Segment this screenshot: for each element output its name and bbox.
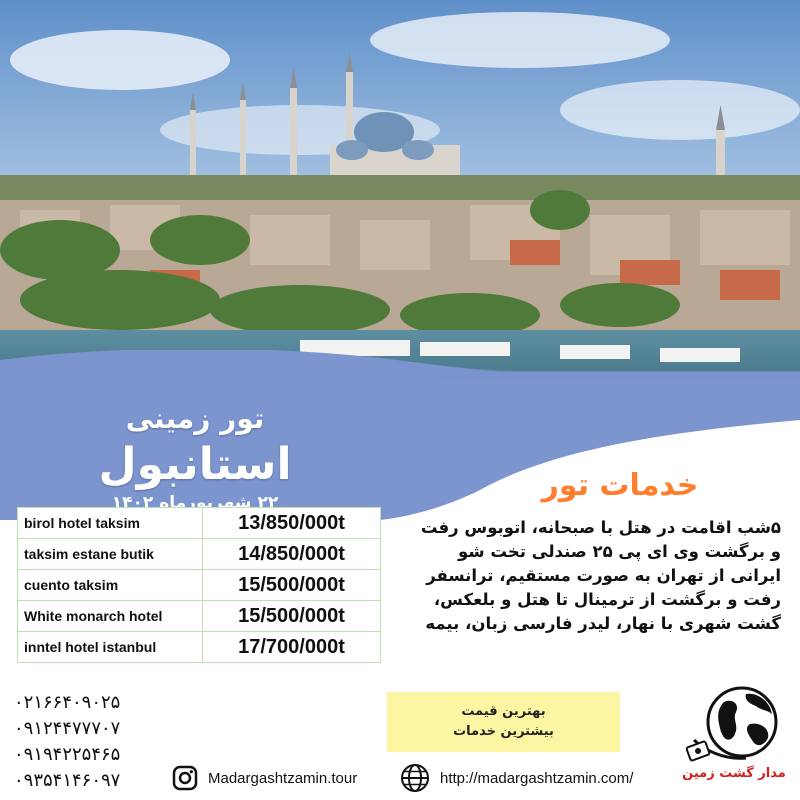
hotel-name: birol hotel taksim bbox=[18, 508, 203, 539]
instagram-handle[interactable]: Madargashtzamin.tour bbox=[208, 769, 358, 787]
tour-date: ۲۲ شهریورماه ۱۴۰۲ bbox=[111, 493, 279, 513]
tour-title-prefix: تور زمینی bbox=[125, 402, 265, 435]
promo-box bbox=[387, 692, 620, 752]
table-row bbox=[18, 601, 381, 632]
instagram-link[interactable] bbox=[172, 764, 357, 792]
hotel-price: 13/850/000t bbox=[203, 508, 381, 539]
tour-title bbox=[40, 392, 350, 489]
hotel-price: 15/500/000t bbox=[203, 570, 381, 601]
website-url[interactable]: http://madargashtzamin.com/ bbox=[440, 769, 634, 787]
table-row bbox=[18, 508, 381, 539]
promo-best-price: بهترین قیمت bbox=[461, 704, 546, 719]
table-row bbox=[18, 539, 381, 570]
hotel-name: taksim estane butik bbox=[18, 539, 203, 570]
hotel-name: White monarch hotel bbox=[18, 601, 203, 632]
phone-number[interactable]: ۰۲۱۶۶۴۰۹۰۲۵ bbox=[14, 692, 121, 713]
promo-most-services: بیشترین خدمات bbox=[453, 724, 554, 739]
services-line: و برگشت وی ای پی ۲۵ صندلی تخت شو bbox=[458, 542, 781, 561]
globe-web-icon bbox=[400, 763, 430, 793]
company-logo bbox=[674, 680, 794, 790]
services-line: ۵شب اقامت در هتل با صبحانه، اتوبوس رفت bbox=[420, 518, 781, 537]
services-line: گشت شهری با نهار، لیدر فارسی زبان، بیمه bbox=[425, 614, 781, 633]
services-heading: خدمات تور bbox=[541, 468, 699, 503]
table-row bbox=[18, 570, 381, 601]
phone-number[interactable]: ۰۹۳۵۴۱۴۶۰۹۷ bbox=[14, 770, 121, 791]
services-line: رفت و برگشت از ترمینال تا هتل و بلعکس، bbox=[433, 590, 781, 609]
phone-number[interactable]: ۰۹۱۲۴۴۷۷۷۰۷ bbox=[14, 718, 121, 739]
hotel-name: cuento taksim bbox=[18, 570, 203, 601]
hotel-price: 14/850/000t bbox=[203, 539, 381, 570]
company-name: مدار گشت زمین bbox=[682, 766, 786, 781]
tour-title-city: استانبول bbox=[98, 439, 292, 490]
phone-list bbox=[14, 690, 120, 794]
hotel-price: 15/500/000t bbox=[203, 601, 381, 632]
services-description bbox=[406, 516, 781, 636]
tour-title-block bbox=[40, 392, 350, 513]
hotel-price-table bbox=[17, 507, 381, 663]
instagram-icon bbox=[172, 765, 198, 791]
globe-logo-icon bbox=[674, 680, 794, 770]
services-line: ایرانی از تهران به صورت مستقیم، ترانسفر bbox=[426, 566, 781, 585]
hotel-name: inntel hotel istanbul bbox=[18, 632, 203, 663]
hotel-price: 17/700/000t bbox=[203, 632, 381, 663]
website-link[interactable] bbox=[400, 764, 633, 792]
table-row bbox=[18, 632, 381, 663]
phone-number[interactable]: ۰۹۱۹۴۲۲۵۴۶۵ bbox=[14, 744, 121, 765]
